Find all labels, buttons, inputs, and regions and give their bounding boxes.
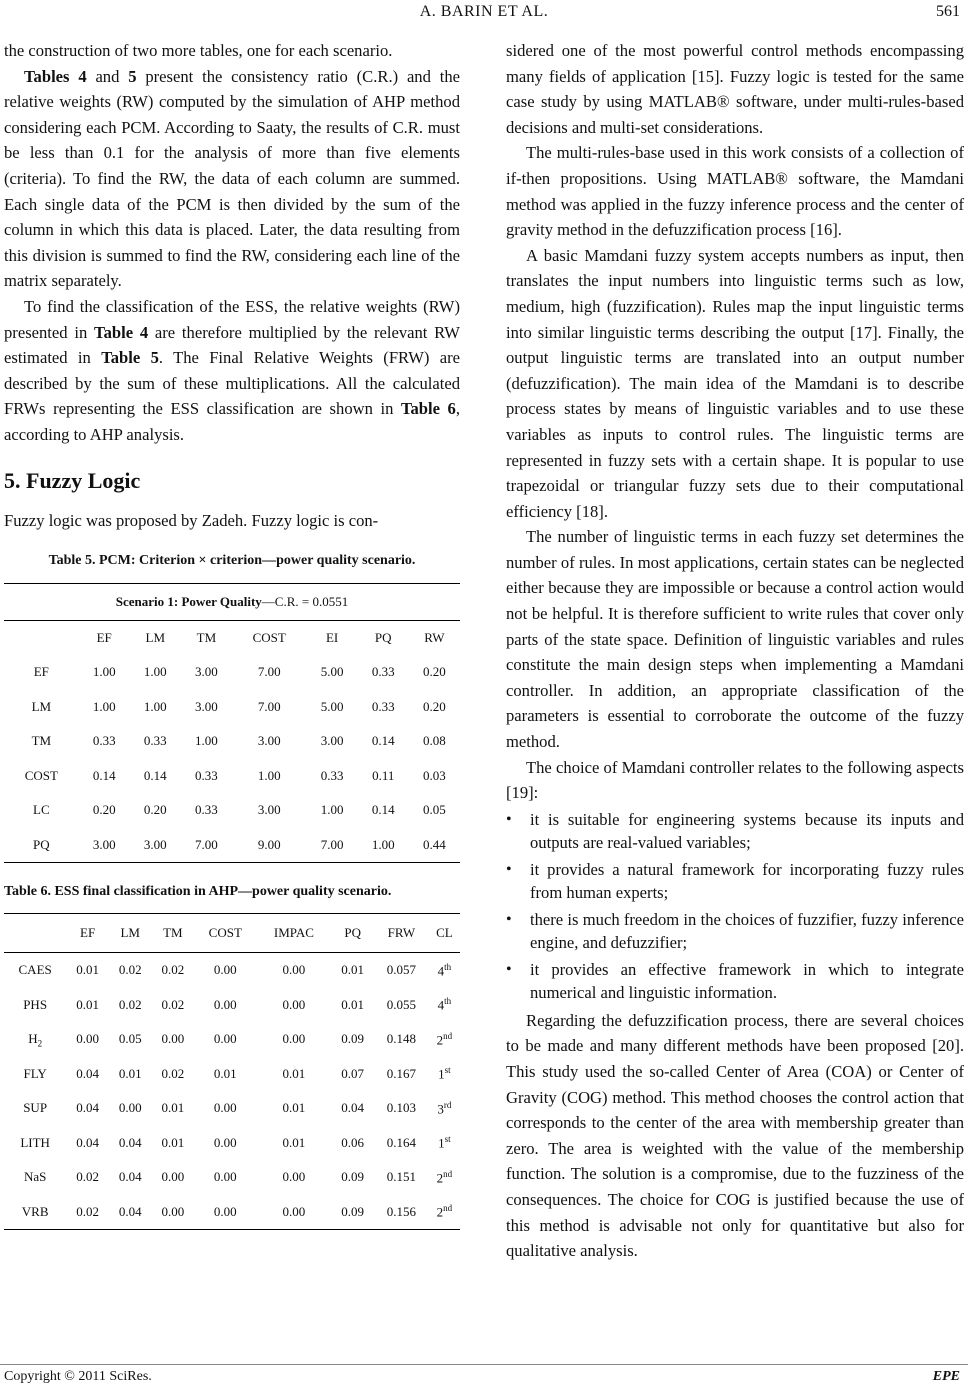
table-cell: 0.057 [386, 962, 417, 978]
table-cell: 0.02 [161, 1065, 185, 1081]
table-cell: 0.33 [195, 802, 218, 818]
table-cell: 0.09 [341, 1031, 365, 1047]
rank-suffix: rd [443, 1099, 452, 1110]
paragraph-multi-rules: The multi-rules-base used in this work consists of a collection of if-then propositions. Using MATLAB® software, the Mamdani method was applied in the fuzzy inference process and the center of gravity method in the defuzzification process [16]. [506, 143, 964, 240]
column-header: IMPAC [256, 914, 331, 953]
paragraph-choice-mamdani: The choice of Mamdani controller relates to the following aspects [19]: [506, 757, 964, 803]
table-cell: 0.01 [161, 1100, 185, 1116]
text-fragment: and [86, 66, 129, 86]
column-header [4, 621, 79, 656]
ref-table-5: Table 5 [101, 348, 159, 368]
table-cell: 0.00 [256, 1195, 331, 1230]
row-label: VRB [4, 1195, 66, 1230]
table-cell: 0.44 [409, 828, 460, 863]
ref-table-4: Tables 4 [24, 66, 87, 86]
table-cell: 0.04 [341, 1100, 365, 1116]
table-cell: 0.055 [386, 996, 417, 1012]
row-label: TM [31, 733, 52, 749]
list-item-text: it provides a natural framework for incorporating fuzzy rules from human experts; [530, 859, 964, 902]
table-cell: 9.00 [232, 828, 307, 863]
table-row [4, 988, 460, 1023]
table-cell: 0.00 [213, 1134, 237, 1150]
table-cell: 0.02 [161, 996, 185, 1012]
table-6-caption: Table 6. ESS final classification in AHP—power quality scenario. [4, 884, 392, 900]
table-cell: 0.09 [341, 1169, 365, 1185]
table-cell: 5.00 [320, 664, 344, 680]
table-scenario-row [4, 584, 460, 621]
table-cell: 1.00 [257, 767, 281, 783]
table-cell: 3.00 [195, 664, 218, 680]
table-cell: 0.14 [371, 802, 395, 818]
table-cell: 3.00 [195, 698, 218, 714]
rank-cell: 1st [438, 1134, 451, 1151]
paragraph-linguistic-terms: The number of linguistic terms in each fuzzy set determines the number of rules. In most applications, certain states can be neglected either because they are impossible or because a control action would not be helpful. It is therefore sufficient to write rules that cover only parts of the state space. Definition of linguistic variables and rules constitute the main design steps when implementing a Mamdani controller. In addition, an appropriate classification of the parameters is essential to corroborate the outcome of the fuzzy method. [506, 527, 964, 752]
table-cell: 3.00 [257, 802, 281, 818]
column-header: LM [109, 914, 152, 953]
table-cell: 0.04 [118, 1134, 142, 1150]
subscript: 2 [37, 1038, 43, 1049]
table-cell: 1.00 [320, 802, 344, 818]
table-cell: 0.20 [143, 802, 167, 818]
row-label: FLY [23, 1065, 47, 1081]
running-head-authors: A. BARIN ET AL. [419, 3, 549, 20]
list-item-text: it provides an effective framework in which to integrate numerical and linguistic information. [530, 959, 964, 1002]
row-label: PQ [4, 828, 79, 863]
table-cell: 0.00 [282, 996, 306, 1012]
column-header: COST [194, 914, 256, 953]
rank-suffix: nd [443, 1168, 453, 1179]
table-cell: 7.00 [307, 828, 358, 863]
table-cell: 0.01 [282, 1065, 306, 1081]
table-cell: 1.00 [195, 733, 218, 749]
paragraph-fuzzy-intro: Fuzzy logic was proposed by Zadeh. Fuzzy logic is con- [4, 510, 379, 530]
table-row [4, 1057, 460, 1092]
table-cell: 0.04 [76, 1065, 99, 1081]
table-cell: 0.04 [109, 1195, 152, 1230]
table-cell: 0.02 [76, 1169, 99, 1185]
row-label: LITH [20, 1134, 50, 1150]
consistency-ratio: —C.R. = 0.0551 [261, 594, 349, 610]
paragraph-continuation: the construction of two more tables, one for each scenario. [4, 41, 393, 60]
column-header: PQ [374, 630, 392, 646]
scenario-cell [4, 584, 460, 621]
table-cell: 7.00 [181, 828, 232, 863]
row-label: EF [33, 664, 49, 680]
rank-cell: 1st [438, 1065, 451, 1082]
table-row [4, 724, 460, 759]
list-item [506, 858, 964, 904]
table-cell: 0.04 [76, 1134, 99, 1150]
text-fragment: To find the classification of the ESS, the relative weights (RW) presented in [4, 296, 460, 342]
column-header: TM [152, 914, 195, 953]
list-item-text: it is suitable for engineering systems because its inputs and outputs are real-valued variables; [530, 809, 964, 852]
table-cell: 0.103 [386, 1100, 417, 1116]
table-cell: 0.14 [143, 767, 167, 783]
table-cell: 3.00 [257, 733, 281, 749]
table-cell: 0.00 [76, 1031, 99, 1047]
table-cell: 0.00 [213, 1100, 237, 1116]
table-cell: 0.00 [194, 1195, 256, 1230]
paragraph-tables-4-5 [4, 64, 460, 294]
column-header: PQ [331, 914, 374, 953]
table-cell: 0.07 [341, 1065, 365, 1081]
table-cell: 0.156 [374, 1195, 429, 1230]
table-cell: 3.00 [130, 828, 181, 863]
copyright-notice: Copyright © 2011 SciRes. [4, 1369, 152, 1384]
table-cell: 0.02 [118, 962, 142, 978]
left-column [4, 38, 460, 1230]
table-cell: 0.14 [371, 733, 395, 749]
list-item [506, 808, 964, 854]
table-cell: 0.02 [161, 962, 185, 978]
rank-cell: 2nd [436, 1030, 453, 1047]
table-cell: 0.00 [213, 1031, 237, 1047]
rank-suffix: st [444, 1065, 451, 1076]
page-footer [0, 1364, 968, 1387]
table-row [4, 828, 460, 863]
table-cell: 0.151 [386, 1169, 417, 1185]
text-fragment: are therefore multiplied by the relevant RW estimated in [4, 322, 460, 368]
table-cell: 0.00 [213, 996, 237, 1012]
page-number: 561 [936, 3, 960, 20]
table-row [4, 1126, 460, 1161]
column-header: TM [196, 630, 217, 646]
rank-cell: 4th [437, 961, 452, 978]
row-label: PHS [23, 996, 48, 1012]
table-row [4, 655, 460, 690]
table-cell: 0.148 [386, 1031, 417, 1047]
table-cell: 0.03 [423, 767, 446, 783]
row-label: LC [33, 802, 50, 818]
rank-cell: 2nd [429, 1195, 460, 1230]
table-cell: 1.00 [92, 664, 116, 680]
rank-cell: 4th [437, 996, 452, 1013]
table-row [4, 953, 460, 988]
text-fragment: present the consistency ratio (C.R.) and the relative weights (RW) computed by the simulation of AHP method considering each PCM. According to Saaty, the results of C.R. must be less than 0.1 for the analysis of more than five elements (criteria). To find the RW, the data of each column are summed. Each single data of the PCM is then divided by the sum of the column in which this data is placed. Later, the data resulting from this division is summed to find the RW, considering each line of the matrix separately. [4, 66, 460, 291]
text-fragment: . The Final Relative Weights (FRW) are described by the sum of these multiplications. All the calculated FRWs representing the ESS classification are shown in [4, 348, 460, 419]
table-cell: 0.01 [213, 1065, 237, 1081]
table-cell: 0.01 [341, 996, 365, 1012]
table-cell: 0.33 [371, 664, 395, 680]
table-cell: 0.164 [386, 1134, 417, 1150]
list-item [506, 908, 964, 954]
table-cell: 0.05 [423, 802, 446, 818]
table-cell: 0.02 [118, 996, 142, 1012]
table-cell: 0.14 [92, 767, 116, 783]
ref-table-4: Table 4 [94, 322, 149, 342]
table-5-caption: Table 5. PCM: Criterion × criterion—power quality scenario. [48, 553, 416, 569]
column-header: LM [145, 630, 166, 646]
ref-table-6: Table 6 [400, 399, 456, 419]
table-cell: 0.00 [118, 1100, 142, 1116]
table-cell: 0.00 [152, 1195, 195, 1230]
column-header: EF [66, 914, 109, 953]
table-cell: 0.00 [161, 1031, 185, 1047]
column-header: CL [429, 914, 460, 953]
table-row [4, 1091, 460, 1126]
table-cell: 0.09 [331, 1195, 374, 1230]
page-header [0, 0, 968, 22]
table-cell: 0.04 [76, 1100, 99, 1116]
table-cell: 0.00 [282, 962, 306, 978]
list-item [506, 958, 964, 1004]
row-label: NaS [23, 1169, 47, 1185]
aspects-list [506, 808, 964, 1004]
table-cell: 7.00 [257, 698, 281, 714]
column-header: COST [252, 630, 286, 646]
row-label: SUP [23, 1100, 48, 1116]
rank-suffix: nd [443, 1203, 453, 1214]
table-cell: 0.33 [371, 698, 395, 714]
table-cell: 0.06 [341, 1134, 365, 1150]
table-row [4, 759, 460, 794]
paragraph-classification [4, 294, 460, 448]
rank-cell: 3rd [437, 1099, 452, 1116]
table-cell: 1.00 [92, 698, 116, 714]
table-cell: 0.01 [161, 1134, 185, 1150]
table-cell: 0.33 [195, 767, 218, 783]
table-cell: 0.02 [66, 1195, 109, 1230]
paragraph-defuzzification: Regarding the defuzzification process, there are several choices to be made and many different methods have been proposed [20]. This study used the so-called Center of Area (COA) or Center of Gravity (COG) method. This method chooses the control action that corresponds to the center of the area with membership greater than zero. The area is weighted with the value of the membership function. The solution is a compromise, due to the fuzziness of the consequences. The choice for COG is justified because the use of this method is advisable not only for quantitative but also for qualitative analysis. [506, 1010, 964, 1261]
column-header: EI [325, 630, 339, 646]
table-cell: 0.01 [118, 1065, 142, 1081]
table-cell: 0.05 [118, 1031, 142, 1047]
column-header: FRW [374, 914, 429, 953]
row-label: LM [31, 698, 52, 714]
table-row [4, 1160, 460, 1195]
table-cell: 0.33 [320, 767, 344, 783]
table-cell: 0.08 [423, 733, 446, 749]
table-cell: 0.01 [282, 1100, 306, 1116]
table-cell: 7.00 [257, 664, 281, 680]
table-cell: 0.00 [213, 962, 237, 978]
table-cell: 0.00 [282, 1169, 306, 1185]
table-row [4, 793, 460, 828]
row-label: CAES [18, 962, 52, 978]
table-row [4, 1022, 460, 1057]
table-row [4, 690, 460, 725]
table-row [4, 1195, 460, 1230]
column-header [4, 914, 66, 953]
rank-cell: 2nd [436, 1168, 453, 1185]
journal-abbrev: EPE [932, 1369, 960, 1384]
table-cell: 0.01 [282, 1134, 306, 1150]
table-cell: 0.01 [76, 962, 99, 978]
table-cell: 3.00 [79, 828, 130, 863]
ref-table-5: 5 [128, 66, 137, 86]
table-cell: 0.167 [386, 1065, 417, 1081]
table-header-row [4, 914, 460, 953]
table-header-row [4, 621, 460, 656]
bullet-icon: • [506, 910, 512, 928]
table-cell: 0.00 [282, 1031, 306, 1047]
section-heading: 5. Fuzzy Logic [4, 467, 141, 493]
right-column [506, 38, 964, 1264]
table-cell: 1.00 [143, 698, 167, 714]
table-6 [4, 913, 460, 1230]
text-fragment: , according to AHP analysis. [4, 399, 460, 444]
rank-suffix: th [444, 961, 452, 972]
bullet-icon: • [506, 810, 512, 828]
bullet-icon: • [506, 860, 512, 878]
table-5 [4, 583, 460, 863]
column-header: RW [424, 630, 445, 646]
rank-suffix: nd [443, 1030, 453, 1041]
table-cell: 0.00 [161, 1169, 185, 1185]
paragraph-continuation: sidered one of the most powerful control methods encompassing many fields of application [15]. Fuzzy logic is tested for the same case study by using MATLAB® software, under multi-rules-based decisions and multi-set considerations. [506, 41, 964, 137]
table-cell: 0.04 [118, 1169, 142, 1185]
table-cell: 1.00 [358, 828, 409, 863]
scenario-title: Scenario 1: Power Quality [115, 594, 262, 610]
table-cell: 5.00 [320, 698, 344, 714]
paragraph-mamdani-basic: A basic Mamdani fuzzy system accepts numbers as input, then translates the input numbers into linguistic terms such as low, medium, high (fuzzification). Rules map the input linguistic terms into similar linguistic terms describing the output [17]. Finally, the output linguistic terms are translated into an output number (defuzzification). The main idea of the Mamdani is to describe process states by means of linguistic variables and to use these variables as inputs to control rules. The linguistic terms are represented in fuzzy sets with a certain shape. It is popular to use trapezoidal or triangular fuzzy sets due to their computational efficiency [18]. [506, 245, 964, 521]
table-cell: 1.00 [143, 664, 167, 680]
table-cell: 0.20 [423, 698, 446, 714]
table-cell: 0.01 [76, 996, 99, 1012]
column-header: EF [96, 630, 112, 646]
list-item-text: there is much freedom in the choices of fuzzifier, fuzzy inference engine, and defuzzifier; [530, 909, 964, 952]
table-cell: 0.33 [143, 733, 167, 749]
rank-suffix: th [444, 996, 452, 1007]
table-cell: 3.00 [320, 733, 344, 749]
table-cell: 0.20 [423, 664, 446, 680]
table-cell: 0.11 [372, 767, 395, 783]
table-cell: 0.01 [341, 962, 365, 978]
table-cell: 0.20 [92, 802, 116, 818]
table-cell: 0.00 [213, 1169, 237, 1185]
bullet-icon: • [506, 960, 512, 978]
table-cell: 0.33 [92, 733, 116, 749]
rank-suffix: st [444, 1134, 451, 1145]
row-label: COST [24, 767, 58, 783]
row-label: $H_2$ [28, 1030, 43, 1049]
